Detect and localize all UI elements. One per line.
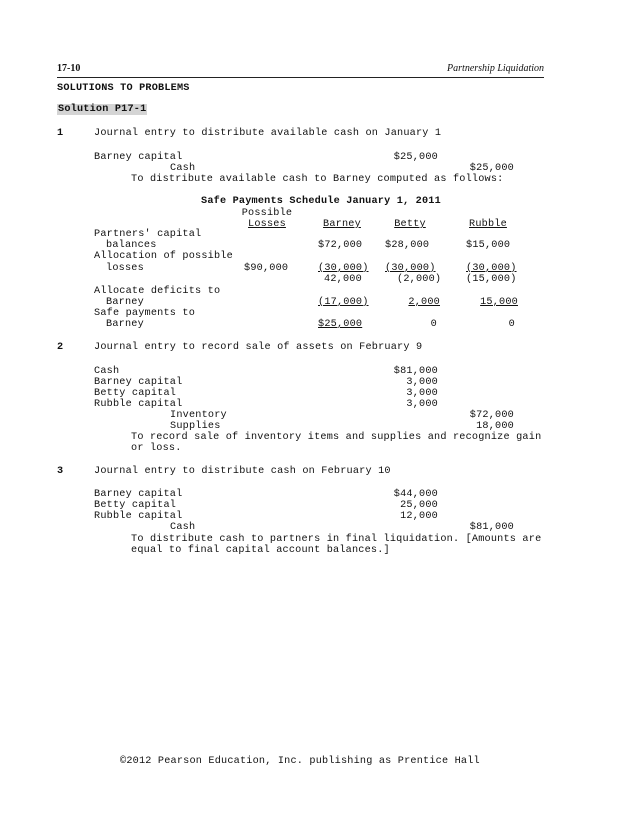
row-label: Partners' capital [94,229,202,240]
part2-line-account: Barney capital [94,377,183,388]
part2-line-account: Supplies [170,421,221,432]
table-cell: $25,000 [318,319,363,330]
part3-line-debit: 12,000 [400,511,438,522]
part2-line-account: Betty capital [94,388,177,399]
table-cell: 0 [508,319,515,330]
part2-heading: Journal entry to record sale of assets on February 9 [94,342,423,353]
part3-explanation-2: equal to final capital account balances.] [131,545,390,556]
row-label: losses [106,263,144,274]
part3-line-account: Barney capital [94,489,183,500]
row-label: balances [106,240,157,251]
schedule-title: Safe Payments Schedule January 1, 2011 [201,196,441,207]
table-cell: 42,000 [324,274,362,285]
table-cell: $28,000 [385,240,430,251]
part1-heading: Journal entry to distribute available cash on January 1 [94,128,442,139]
table-cell: (30,000) [318,263,369,274]
table-cell: (17,000) [318,297,369,308]
page-number: 17-10 [57,63,81,74]
part1-line2-account: Cash [170,163,196,174]
part2-number: 2 [57,342,64,353]
part2-line-credit: 18,000 [476,421,514,432]
table-cell: (15,000) [466,274,517,285]
part1-line1-debit: $25,000 [393,152,438,163]
part2-line-account: Cash [94,366,120,377]
part1-number: 1 [57,128,64,139]
table-cell: $15,000 [466,240,511,251]
section-title: SOLUTIONS TO PROBLEMS [57,83,190,94]
table-cell: 15,000 [480,297,518,308]
part2-line-credit: $72,000 [469,410,514,421]
solution-title [57,105,147,115]
col-possible-1: Possible [241,208,293,219]
part3-number: 3 [57,466,64,477]
col-barney: Barney [323,219,361,230]
table-cell: (2,000) [397,274,442,285]
part3-line-account: Rubble capital [94,511,183,522]
col-rubble: Rubble [469,219,507,230]
part3-line-account: Betty capital [94,500,177,511]
part1-line1-account: Barney capital [94,152,183,163]
row-label: Allocate deficits to [94,286,221,297]
part1-explanation: To distribute available cash to Barney computed as follows: [131,174,504,185]
row-label: Allocation of possible [94,251,233,262]
part3-line-credit: $81,000 [469,522,514,533]
row-label: Safe payments to [94,308,196,319]
table-cell: (30,000) [385,263,436,274]
part3-heading: Journal entry to distribute cash on February 10 [94,466,391,477]
part1-line2-credit: $25,000 [469,163,514,174]
part2-line-debit: 3,000 [406,377,438,388]
part3-line-debit: 25,000 [400,500,438,511]
part2-line-debit: 3,000 [406,388,438,399]
table-cell: $90,000 [244,263,289,274]
row-label: Barney [106,319,144,330]
row-label: Barney [106,297,144,308]
part2-line-account: Rubble capital [94,399,183,410]
col-possible-2: Losses [248,219,286,230]
table-cell: 0 [430,319,437,330]
part3-line-debit: $44,000 [393,489,438,500]
part2-explanation-1: To record sale of inventory items and supplies and recognize gain [131,432,542,443]
part2-line-account: Inventory [170,410,227,421]
col-betty: Betty [394,219,426,230]
part2-explanation-2: or loss. [131,443,182,454]
chapter-title: Partnership Liquidation [447,63,544,74]
table-cell: $72,000 [318,240,363,251]
copyright-footer: ©2012 Pearson Education, Inc. publishing as Prentice Hall [120,756,480,767]
part3-explanation-1: To distribute cash to partners in final liquidation. [Amounts are [131,534,542,545]
part2-line-debit: $81,000 [393,366,438,377]
header-rule [57,77,544,78]
solution-title-text: Solution P17-1 [58,104,147,115]
part3-line-account: Cash [170,522,196,533]
table-cell: 2,000 [408,297,440,308]
table-cell: (30,000) [466,263,517,274]
part2-line-debit: 3,000 [406,399,438,410]
